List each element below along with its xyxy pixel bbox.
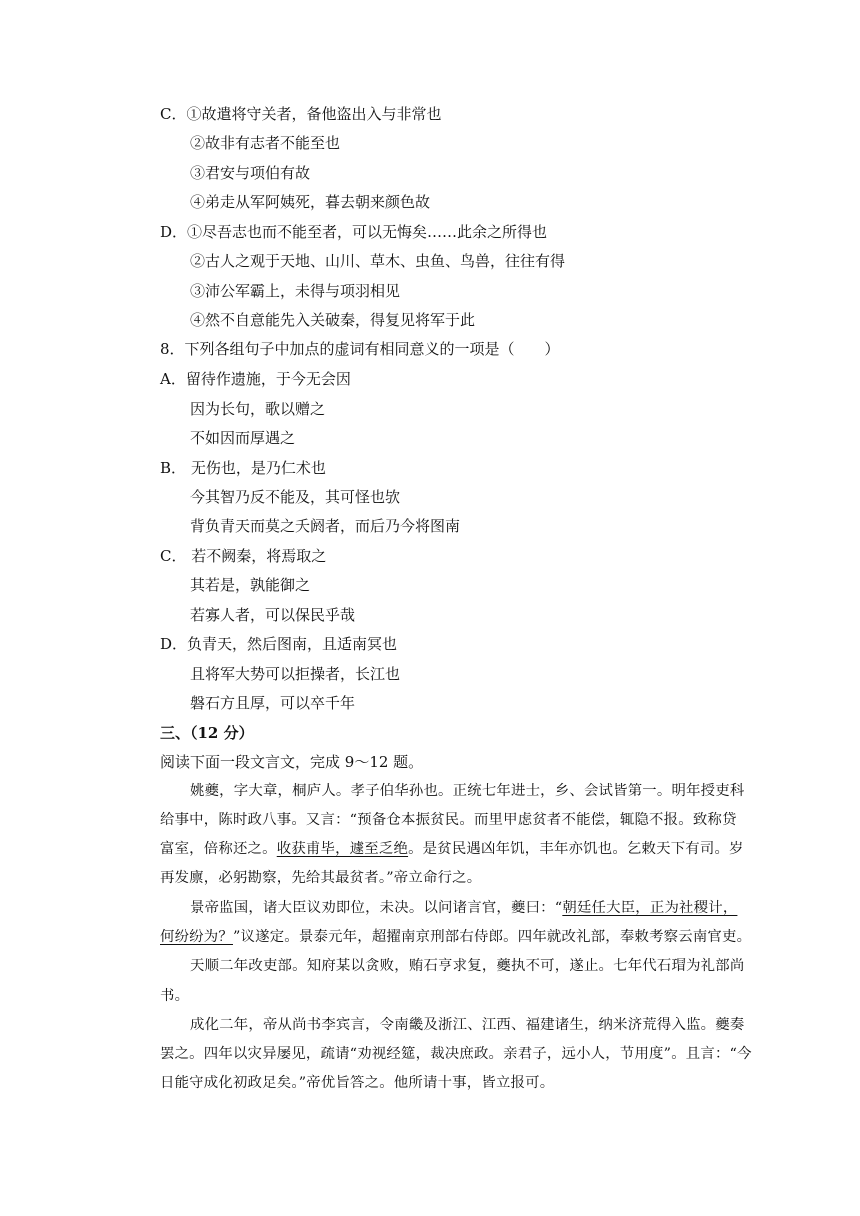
passage-line [160, 838, 744, 860]
passage-line: 成化二年，帝从尚书李宾言，令南畿及浙江、江西、福建诸生，纳米济荒得入监。夔奏 [190, 1017, 745, 1033]
option-item: 若寡人者，可以保民乎哉 [190, 606, 356, 624]
option-text: 负青天，然后图南，且适南冥也 [187, 635, 398, 653]
option-item: ②故非有志者不能至也 [190, 134, 341, 152]
section-heading: 三、（12 分） [160, 724, 254, 742]
question-8-stem: 8．下列各组句子中加点的虚词有相同意义的一项是（ ） [160, 340, 560, 358]
option-item: ②古人之观于天地、山川、草木、虫鱼、鸟兽，往往有得 [190, 252, 566, 270]
option-item: 不如因而厚遇之 [190, 429, 296, 447]
option-label: D． [160, 223, 188, 241]
q8-option-a [160, 368, 351, 390]
option-label: D． [160, 635, 188, 653]
q8-option-c [160, 545, 326, 567]
option-item: ④然不自意能先入关破秦，得复见将军于此 [190, 311, 476, 329]
option-item: 今其智乃反不能及，其可怪也欤 [190, 488, 401, 506]
option-d [160, 221, 547, 243]
option-label: C． [160, 105, 187, 123]
underlined-sentence: 何纷纷为？ [160, 929, 233, 945]
option-item: 磐石方且厚，可以卒千年 [190, 694, 356, 712]
option-item: 且将军大势可以拒操者，长江也 [190, 665, 401, 683]
passage-line: 罢之。四年以灾异屡见，疏请“劝视经筵，裁决庶政。亲君子，远小人，节用度”。且言：“今 [160, 1046, 752, 1062]
q8-option-d [160, 633, 397, 655]
option-label: B． [160, 459, 187, 477]
option-item: ③君安与项伯有故 [190, 164, 311, 182]
section-instruction: 阅读下面一段文言文，完成 9～12 题。 [160, 753, 424, 771]
passage-line: 天顺二年改吏部。知府某以贪败，贿石亨求复，夔执不可，遂止。七年代石瑁为礼部尚 [190, 958, 745, 974]
option-text: ①尽吾志也而不能至者，可以无悔矣……此余之所得也 [187, 223, 548, 241]
option-text: 留待作遗施，于今无会因 [185, 370, 351, 388]
option-item: 因为长句，歌以赠之 [190, 400, 326, 418]
passage-line: 日能守成化初政足矣。”帝优旨答之。他所请十事，皆立报可。 [160, 1075, 555, 1091]
option-c [160, 103, 442, 125]
passage-line: 书。 [160, 988, 190, 1004]
passage-text: ”议遂定。景泰元年，超擢南京刑部右侍郎。四年就改礼部，奉敕考察云南官吏。 [232, 929, 752, 945]
passage-line: 姚夔，字大章，桐庐人。孝子伯华孙也。正统七年进士，乡、会试皆第一。明年授吏科 [190, 783, 745, 799]
passage-line: 再发廪，必躬勘察，先给其最贫者。”帝立命行之。 [160, 870, 482, 886]
option-text: 无伤也，是乃仁术也 [190, 459, 326, 477]
option-item: ③沛公军霸上，未得与项羽相见 [190, 282, 401, 300]
passage-line [160, 926, 751, 948]
underlined-sentence: 朝廷任大臣，正为社稷计， [562, 900, 738, 916]
passage-text: 。是贫民遇凶年饥，丰年亦饥也。乞敕天下有司。岁 [408, 841, 744, 857]
passage-line [190, 897, 737, 919]
option-label: C． [160, 547, 187, 565]
option-item: ④弟走从军阿姨死，暮去朝来颜色故 [190, 193, 431, 211]
passage-line: 给事中，陈时政八事。又言：“预备仓本振贫民。而里甲虑贫者不能偿，辄隐不报。致称贷 [160, 812, 737, 828]
passage-text: 富室，倍称还之。 [160, 841, 277, 857]
q8-option-b [160, 457, 326, 479]
underlined-sentence: 收获甫毕，遽至乏绝 [276, 841, 409, 857]
option-text: 若不阙秦，将焉取之 [191, 547, 327, 565]
passage-text: 景帝监国，诸大臣议劝即位，未决。以问诸言官，夔曰：“ [190, 900, 563, 916]
option-item: 其若是，孰能御之 [190, 576, 311, 594]
option-item: 背负青天而莫之夭阏者，而后乃今将图南 [190, 517, 461, 535]
option-text: ①故遣将守关者，备他盗出入与非常也 [186, 105, 442, 123]
option-label: A． [160, 370, 186, 388]
